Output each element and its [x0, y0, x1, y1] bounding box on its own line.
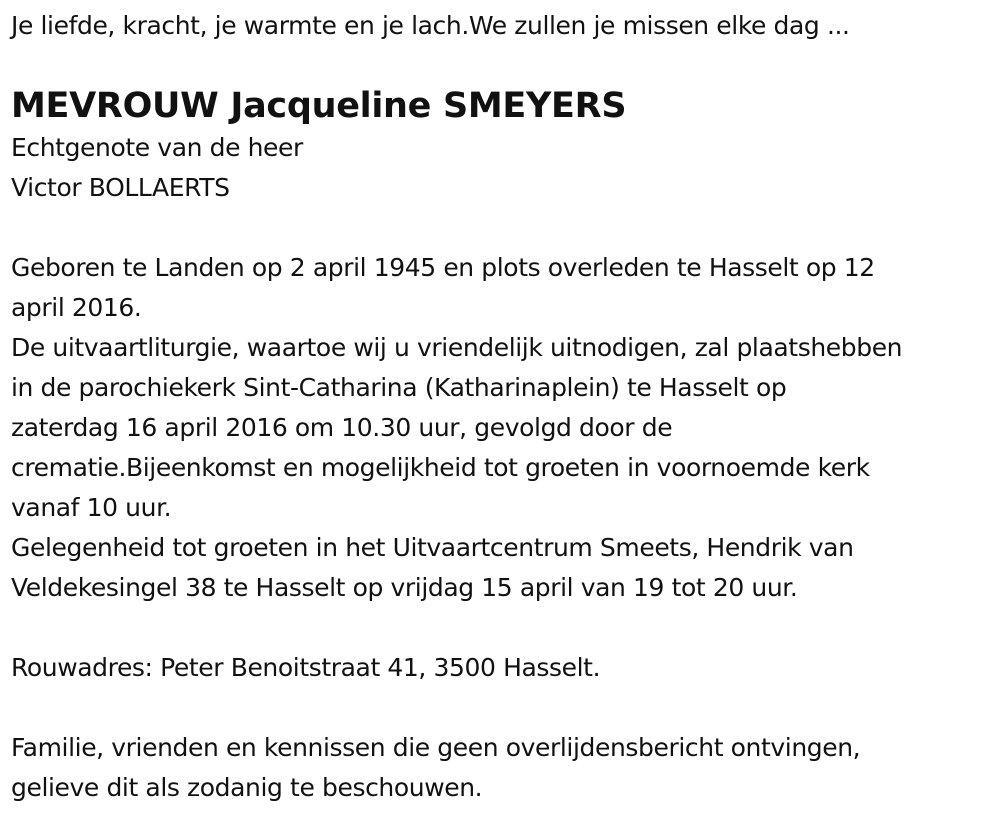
body-line: Geboren te Landen op 2 april 1945 en plots overleden te Hasselt op 12	[11, 253, 875, 282]
closing-line: gelieve dit als zodanig te beschouwen.	[11, 773, 483, 802]
body-line: zaterdag 16 april 2016 om 10.30 uur, gevolgd door de	[11, 413, 673, 442]
spouse-line-2: Victor BOLLAERTS	[11, 173, 230, 202]
body-line: Veldekesingel 38 te Hasselt op vrijdag 15 april van 19 tot 20 uur.	[11, 573, 798, 602]
closing-text	[11, 728, 996, 808]
spouse-line-1: Echtgenote van de heer	[11, 133, 303, 162]
deceased-name: MEVROUW Jacqueline SMEYERS	[11, 86, 627, 126]
body-line: april 2016.	[11, 293, 142, 322]
body-line: De uitvaartliturgie, waartoe wij u vriendelijk uitnodigen, zal plaatshebben	[11, 333, 903, 362]
closing-line: Familie, vrienden en kennissen die geen overlijdensbericht ontvingen,	[11, 733, 861, 762]
obituary-notice	[11, 6, 996, 808]
spacer	[11, 608, 996, 648]
body-line: vanaf 10 uur.	[11, 493, 172, 522]
mourning-address: Rouwadres: Peter Benoitstraat 41, 3500 Hasselt.	[11, 653, 601, 682]
spacer	[11, 208, 996, 248]
body-line: crematie.Bijeenkomst en mogelijkheid tot groeten in voornoemde kerk	[11, 453, 870, 482]
body-line: Gelegenheid tot groeten in het Uitvaartcentrum Smeets, Hendrik van	[11, 533, 854, 562]
tagline: Je liefde, kracht, je warmte en je lach.We zullen je missen elke dag ...	[11, 11, 850, 40]
body-text	[11, 248, 996, 608]
body-line: in de parochiekerk Sint-Catharina (Katharinaplein) te Hasselt op	[11, 373, 787, 402]
spacer	[11, 688, 996, 728]
